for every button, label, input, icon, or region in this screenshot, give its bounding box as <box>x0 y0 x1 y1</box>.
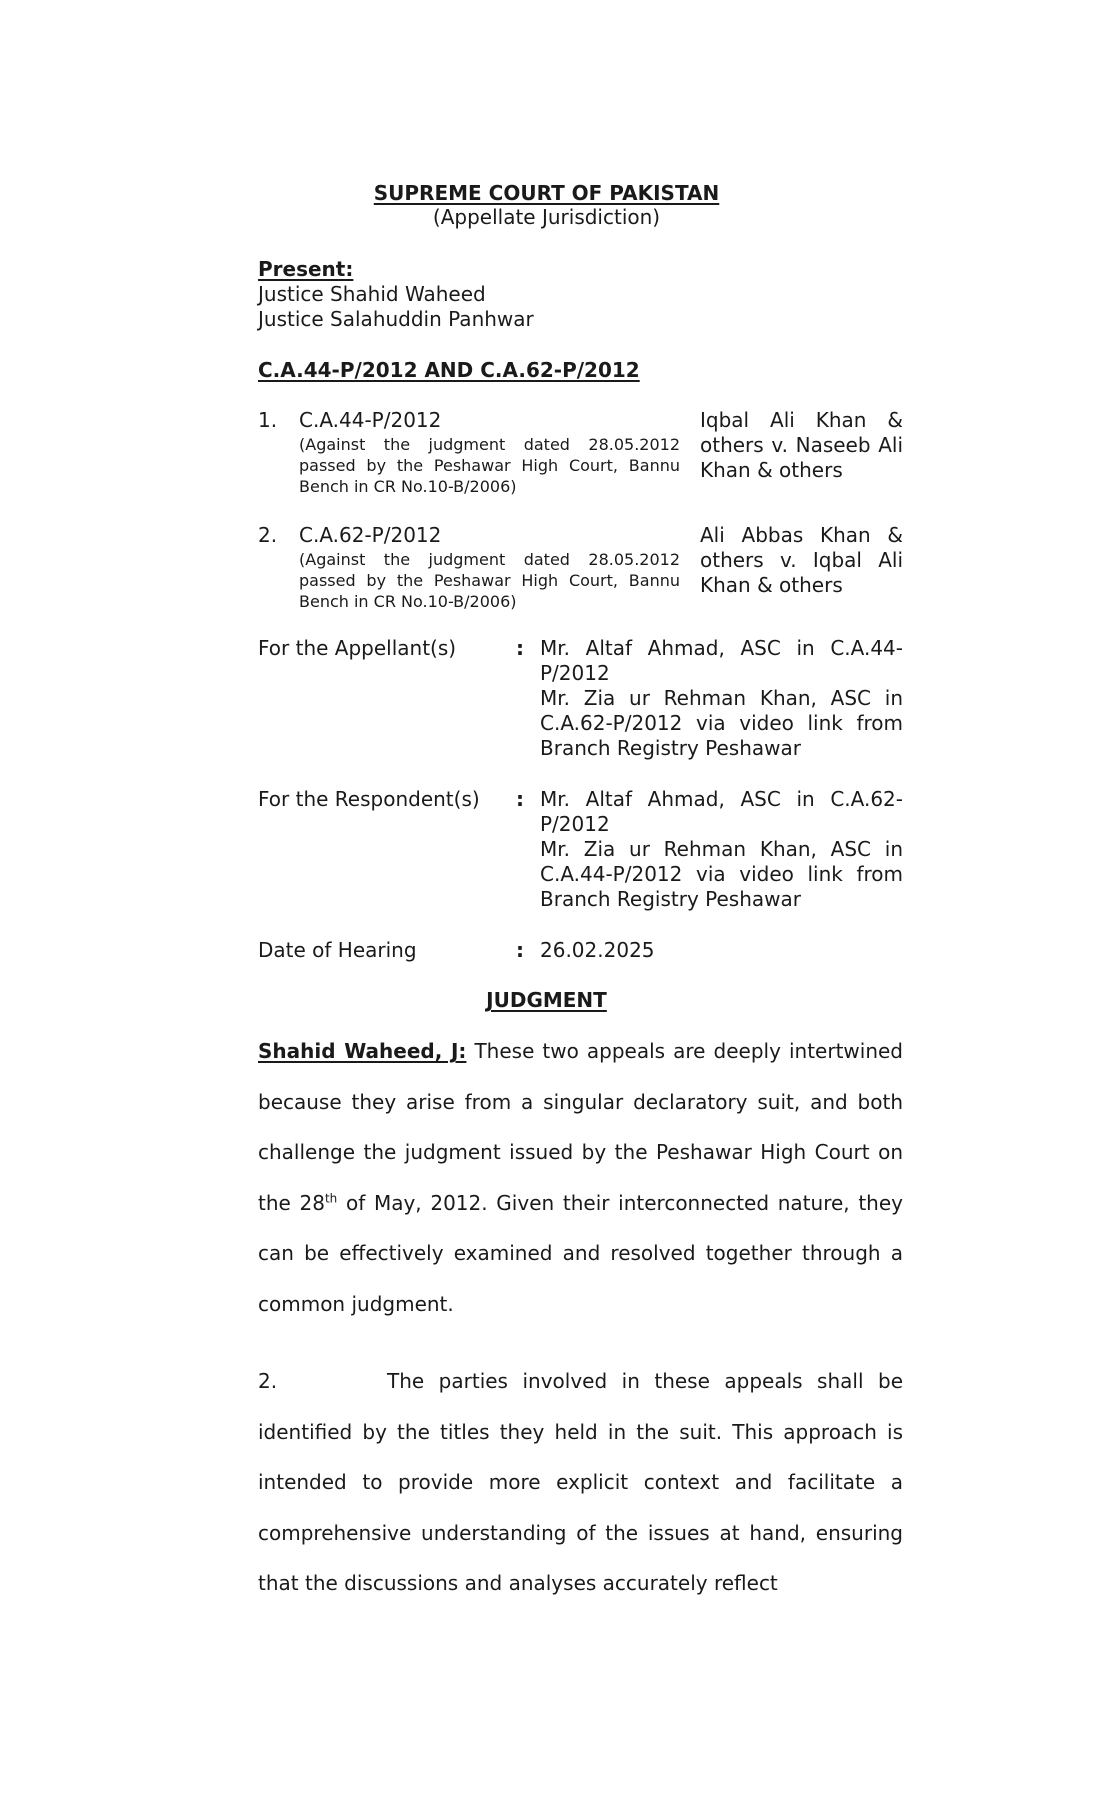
court-title: SUPREME COURT OF PAKISTAN <box>373 181 720 205</box>
hearing-colon: : <box>516 938 524 962</box>
paragraph-2-number: 2. <box>258 1369 278 1393</box>
respondents-label: For the Respondent(s) <box>258 787 480 811</box>
respondents-counsel-1: Mr. Altaf Ahmad, ASC in C.A.62-P/2012 <box>540 787 903 836</box>
respondents-counsel-2: Mr. Zia ur Rehman Khan, ASC in C.A.44-P/2012 via video link from Branch Registry Peshawar <box>540 837 903 911</box>
case-parties: Ali Abbas Khan & others v. Iqbal Ali Khan & others <box>700 523 903 597</box>
ordinal-suffix: th <box>324 1190 338 1205</box>
case-number: 1. <box>258 408 278 432</box>
hearing-date: 26.02.2025 <box>540 938 655 962</box>
present-label: Present: <box>258 257 354 281</box>
appellants-label: For the Appellant(s) <box>258 636 457 660</box>
judge-name: Justice Salahuddin Panhwar <box>258 307 534 331</box>
judge-name: Justice Shahid Waheed <box>258 282 486 306</box>
paragraph-1-text-b: of May, 2012. Given their interconnected nature, they can be effectively examined and resolved together through a common judgment. <box>258 1190 903 1316</box>
appellants-counsel-1: Mr. Altaf Ahmad, ASC in C.A.44-P/2012 <box>540 636 903 685</box>
appellants-colon: : <box>516 636 524 660</box>
case-code: C.A.62-P/2012 <box>299 523 442 547</box>
jurisdiction-subtitle: (Appellate Jurisdiction) <box>432 205 661 229</box>
cases-heading: C.A.44-P/2012 AND C.A.62-P/2012 <box>258 358 640 382</box>
judgment-heading: JUDGMENT <box>486 988 607 1012</box>
author-signature: Shahid Waheed, J: <box>258 1039 467 1063</box>
hearing-label: Date of Hearing <box>258 938 417 962</box>
paragraph-2 <box>258 1356 903 1609</box>
paragraph-2-text: The parties involved in these appeals shall be identified by the titles they held in the suit. This approach is intended to provide more explicit context and facilitate a comprehensive understanding of the issues at hand, ensuring that the discussions and analyses accurately reflect <box>258 1369 903 1595</box>
paragraph-1 <box>258 1026 903 1329</box>
paragraph-1-text-a: These two appeals are deeply intertwined because they arise from a singular declaratory suit, and both challenge the judgment issued by the Peshawar High Court on the 28 <box>258 1039 903 1215</box>
case-note: (Against the judgment dated 28.05.2012 passed by the Peshawar High Court, Bannu Bench in CR No.10-B/2006) <box>299 550 680 611</box>
case-code: C.A.44-P/2012 <box>299 408 442 432</box>
appellants-counsel-2: Mr. Zia ur Rehman Khan, ASC in C.A.62-P/2012 via video link from Branch Registry Peshawar <box>540 686 903 760</box>
respondents-colon: : <box>516 787 524 811</box>
case-note: (Against the judgment dated 28.05.2012 passed by the Peshawar High Court, Bannu Bench in CR No.10-B/2006) <box>299 435 680 496</box>
case-parties: Iqbal Ali Khan & others v. Naseeb Ali Khan & others <box>700 408 903 482</box>
case-number: 2. <box>258 523 278 547</box>
